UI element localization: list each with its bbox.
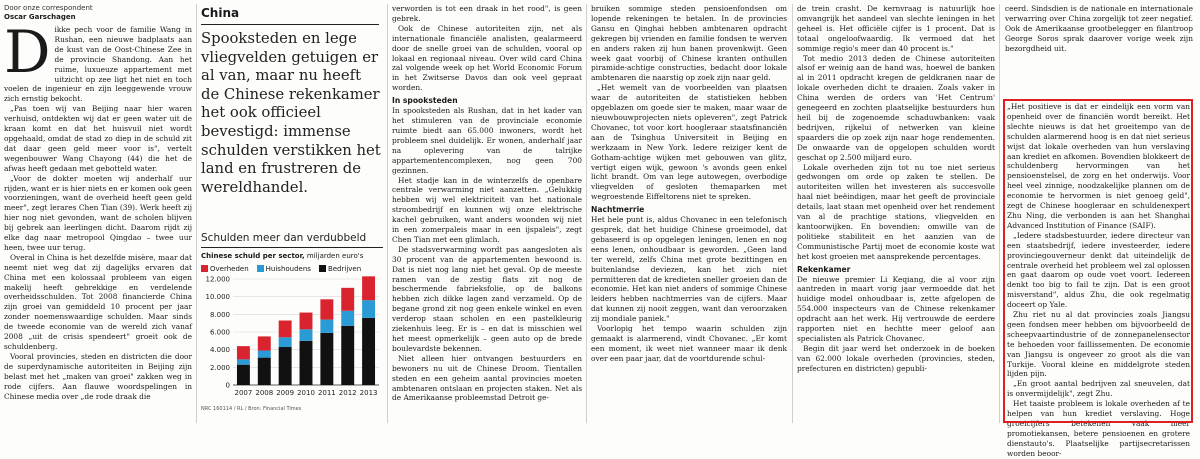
y-tick-label: 10.000: [205, 293, 230, 302]
paragraph: „Iedere stadsbestuurder, iedere directeur van een staatsbedrijf, iedere investeerder, iedere provinciegouverneur denkt dat uiteindelijk de centrale overheid het probleem wel zal oplossen en gaat daarom op oude voet voort. Iedereen denkt too big to fail te zijn. Dat is een groot misverstand", aldus Zhu, die ook regelmatig doceert op Yale.: [1007, 230, 1190, 310]
chart-subtitle: Chinese schuld per sector, miljarden euro's: [201, 252, 364, 260]
highlight-annotation-box: [1003, 99, 1193, 423]
paragraph: „Pas toen wij van Beijing naar hier waren verhuisd, ontdekten wij dat er geen water uit de kraan komt en dat het huisvuil niet wordt opgehaald, omdat de stad zo diep in de schuld zit dat daar geen geld meer voor is", vertelt wegenbouwer Wang Chayong (44) die het de afwas heeft gedaan met gebotteld water.: [4, 104, 192, 173]
bar-chart: [201, 273, 383, 401]
y-tick-label: 0: [225, 381, 230, 390]
legend-item-overheden: Overheden: [201, 265, 249, 273]
paragraph: Het hele punt is, aldus Chovanec in een telefonisch gesprek, dat het huidige Chinese groeimodel, dat gebaseerd is op opgelegen leningen, lenen en nog eens lenen, onhoudbaar is geworden. „Geen land ter wereld, zelfs China met grote bezittingen en buitenlandse deviezen, kan het zich niet permitteren dat de kredieten sneller groeien dan de economie. Het kan niet anders of sommige Chinese leiders hebben nachtmerries van de cijfers. Maar dat kunnen zij nooit zeggen, want dan veroorzaken zij mondiale paniek.": [591, 215, 787, 324]
paragraph: verworden is tot een draak in het rood", is geen gebrek.: [392, 4, 582, 23]
paragraph: ikke pech voor de familie Wang in Rushan, een nieuwe badplaats aan de kust van de Oost-Chinese Zee in de provincie Shandong. Aan het ruime, luxueuze appartement met uitzicht op zee ligt het niet en toch voelen de ingenieur en zijn leeggewende vrouw zich ernstig bekocht.: [4, 25, 192, 104]
legend-item-bedrijven: Bedrijven: [319, 265, 361, 273]
section-title: China: [201, 6, 240, 20]
paragraph: „En groot aantal bedrijven zal sneuvelen, dat is onvermijdelijk", zegt Zhu.: [1007, 379, 1190, 399]
x-tick-label: 2008: [255, 389, 274, 397]
subheading: Nachtmerrie: [591, 205, 645, 215]
column-divider: [387, 4, 388, 423]
bar-segment-overheden: [362, 276, 375, 300]
subheading: In spooksteden: [392, 96, 458, 106]
bar-segment-overheden: [300, 313, 313, 330]
paragraph: ceerd. Sindsdien is de nationale en internationale verwarring over China zorgelijk tot zeer negatief. Ook de Amerikaanse grootbelegger en filantroop George Soros sprak daarover vorige week zijn bezorgdheid uit.: [1005, 4, 1193, 53]
paragraph: „Het wemelt van de voorbeelden van plaatsen waar de autoriteiten de statistieken hebben opgeblazen om goede sier te maken, maar waar de nieuwbouwprojecten niets opleveren", zegt Patrick Chovanec, tot voor kort hoogleraar staatsfinanciën aan de Tsinghua Universiteit in Beijing en werkzaam in New York. Iedere reiziger kent de Gotham-achtige wijken met gebouwen van glitz, vertigt eigen wijk, gewoon 's avonds geen enkel licht brandt. Om van lege autowegen, overbodige vliegvelden of gesloten themaparken met wegroestende Eiffeltorens niet te spreken.: [591, 83, 787, 202]
paragraph: Begin dit jaar werd het onderzoek in de boeken van 62.000 lokale overheden (provincies, steden, prefecturen en districten) gepubli-: [797, 343, 995, 373]
x-tick-label: 2010: [297, 389, 315, 397]
y-tick-label: 6.000: [209, 328, 230, 337]
paragraph: „Het positieve is dat er eindelijk een vorm van openheid over de financiën wordt bereikt. Het slechte nieuws is dat het groeitempo van de schulden alarmerend hoog is en dat niet serieus wijst dat lokale overheden van hun verslaving aan krediet en afkomen. Bovendien blokkeert de schuldenberg hervormingen van het pensioenstelsel, de zorg en het onderwijs. Voor heel veel zinnige, noodzakelijke plannen om de economie te hervormen is niet genoeg geld", zegt de Chinese hoogleraar en schuldenexpert Zhu Ning, die verbonden is aan het Shanghai Advanced Institution of Finance (SAIF).: [1007, 102, 1190, 230]
bar-segment-bedrijven: [258, 358, 271, 385]
article-column-4: [591, 4, 787, 423]
bar-segment-huishoudens: [341, 311, 354, 326]
x-tick-label: 2013: [359, 389, 378, 397]
paragraph: De stadsverwarming wordt pas aangesloten als 30 procent van de appartementen bewoond is. Dat is niet nog lang niet het geval. Op de meeste ramen van de zestig flats zit nog de beschermende fabrieksfolie, op de balkons hebben zich dikke lagen zand verzameld. Op de begane grond zit nog geen enkele winkel en even verderop staan scholen en een pastelkleurig ziekenhuis leeg. Er is – en dat is misschien wel het meest opmerkelijk – geen auto op de brede boulevardste bekennen.: [392, 244, 582, 353]
paragraph: In spooksteden als Rushan, dat in het kader van het stimuleren van de provinciale economie ruimte biedt aan 65.000 inwoners, wordt het probleem snel duidelijk. Er wonen, anderhalf jaar na oplevering van de talrijke appartementencomplexen, nog geen 700 gezinnen.: [392, 106, 582, 175]
paragraph: de trein crasht. De kernvraag is natuurlijk hoe omvangrijk het aandeel van slechte leningen in het geheel is. Het officiële cijfer is 1 procent. Dat is totaal ongeloofwaardig. Ik vermoed dat het sommige regio's meer dan 40 procent is.": [797, 4, 995, 53]
x-tick-label: 2007: [234, 389, 253, 397]
paragraph: Ook de Chinese autoriteiten zijn, net als internationale financiële analisten, gealarmeerd door de snelle groei van de schulden, vooral op lokaal en regionaal niveau. Over wild card China zal volgende week op het World Economic Forum in het Zwitserse Davos dan ook veel gepraat worden.: [392, 23, 582, 93]
article-column-6: [1005, 4, 1193, 99]
bar-segment-overheden: [320, 299, 333, 319]
y-tick-label: 2.000: [209, 363, 230, 372]
byline-name: Oscar Garschagen: [4, 13, 76, 21]
paragraph: De nieuwe premier Li Keqiang, die al voor zijn aantreden in maart vorig jaar vermoedde dat het huidige model onhoudbaar is, zette afgelopen de 554.000 inspecteurs van de Chinese rekenkamer opdracht aan het werk. Hij vertrouwde de eerdere rapporten niet en hechtte meer geloof aan specialisten als Patrick Chovanec.: [797, 274, 995, 343]
section-rule: [201, 24, 379, 25]
chart-rule: [201, 247, 383, 248]
bar-segment-huishoudens: [362, 300, 375, 318]
byline-label: Door onze correspondent: [4, 4, 93, 12]
x-tick-label: 2012: [338, 389, 357, 397]
legend-item-huishoudens: Huishoudens: [257, 265, 311, 273]
drop-cap: D: [4, 18, 51, 86]
bar-segment-bedrijven: [300, 341, 313, 385]
bar-segment-huishoudens: [279, 337, 292, 347]
column-divider: [999, 4, 1000, 423]
bar-segment-overheden: [237, 346, 250, 359]
paragraph: Voorlopig het tempo waarin schulden zijn gemaakt is alarmerend, vindt Chovanec. „Er komt een moment, ik weet niet wanneer maar ik denk over een paar jaar, dat de voortdurende schul-: [591, 324, 787, 363]
bar-segment-overheden: [258, 336, 271, 350]
paragraph: Tot medio 2013 deden de Chinese autoriteiten alsof er weinig aan de hand was, hoewel de banken al in 2011 opdracht kregen de geldkranen naar de lokale overheden dicht te draaien. Zoals vaker in China werden de orders van 'Het Centrum' genegeerd en zochten plaatselijke bestuurders hun heil bij de zogenoemde schaduwbanken: vaak bedrijven, rijkelui of netwerken van kleine spaarders die op zoek zijn naar hoge rendementen. De onwaarde van de opgelopen schulden wordt geschat op 2.500 miljard euro.: [797, 53, 995, 162]
bar-segment-bedrijven: [320, 333, 333, 385]
chart-credit: NRC 160114 / RL / Bron: Financial Times: [201, 406, 302, 412]
bar-segment-overheden: [341, 288, 354, 311]
y-tick-label: 12.000: [205, 275, 230, 284]
x-tick-label: 2011: [317, 389, 336, 397]
bar-segment-bedrijven: [341, 326, 354, 385]
paragraph: Zhu riet nu al dat provincies zoals Jiangsu geen fondsen meer hebben om bijvoorbeeld de scheepvaartindustrie of de zonnepanelensector te behoeden voor faillissementen. De economie van Jiangsu is ongeveer zo groot als die van Turkije. Vooral kleine en middelgrote steden lijden pijn.: [1007, 310, 1190, 379]
paragraph: bruiken sommige steden pensioenfondsen om lopende rekeningen te betalen. In de provincies Gansu en Qinghai hebben ambtenaren opdracht gekregen bij vrienden en familie fondsen te werven en anders raken zij hun banen provenkwijt. Geen week gaat voorbij of Chinese kranten onthullen piramide-achtige constructies, bedacht door lokale ambtenaren die naarstig op zoek zijn naar geld.: [591, 4, 787, 83]
paragraph: Het stadje kan in de winterzelfs de openbare centrale verwarming niet aanzetten. „Gelukkig hebben wij wel elektriciteit van het nationale stroombedrijf en kunnen wij onze elektrische kachel gebruiken, want anders woonden wij niet in een zomerpaleis maar in een ijspaleis", zegt Chen Tian met een glimlach.: [392, 175, 582, 244]
bar-segment-huishoudens: [237, 359, 250, 364]
column-divider: [792, 4, 793, 423]
paragraph: Lokale overheden zijn tot nu toe niet serieus gedwongen om orde op zaken te stellen. De autoriteiten willen het investeren als succesvolle haal niet beëindigen, maar het geeft de provinciale details, laat staan met openheid over het rendement van al de prachtige stations, vliegvelden en kantoorwijken. En bovendien: omwille van de politieke stabiliteit en het aanzien van de Communistische Partij moet de economie koste wat het kost groeien met aansprekende percentages.: [797, 162, 995, 261]
article-column-5: [797, 4, 995, 423]
x-tick-label: 2009: [276, 389, 295, 397]
y-tick-label: 4.000: [209, 346, 230, 355]
bar-segment-huishoudens: [300, 329, 313, 340]
paragraph: Overal in China is het dezelfde misère, maar dat neemt niet weg dat zij dagelijks ervaren dat China met een kolossaal probleem van eigen makelij heeft gebrekkige en verdelende overheidsschulden. Tot 2008 financierde China zijn groei van gemiddeld 10 procent per jaar zonder noemenswaardige schulden. Maar sinds de tweede economie van de wereld zich vanaf 2008 „uit de crisis spendeert" groeit ook de schuldenberg.: [4, 252, 192, 351]
chart: [201, 232, 383, 422]
bar-segment-bedrijven: [279, 347, 292, 385]
bar-segment-bedrijven: [237, 365, 250, 385]
y-tick-label: 8.000: [209, 310, 230, 319]
column-divider: [586, 4, 587, 423]
bar-segment-overheden: [279, 321, 292, 338]
paragraph: Niet alleen hier ontvangen bestuurders en bewoners nu uit de Chinese Droom. Tientallen steden en een geheim aantal provincies moeten ambtenaren ontslaan en projecten staken. Net als de Amerikaanse probleemstad Detroit ge-: [392, 353, 582, 403]
subheading: Rekenkamer: [797, 264, 851, 274]
lede: Spooksteden en lege vliegvelden getuigen er al van, maar nu heeft de Chinese rekenkamer het ook officieel bevestigd: immense schulden verstikken het land en frustreren de wereldhandel.: [201, 30, 381, 196]
paragraph: „Voor de dokter moeten wij anderhalf uur rijden, want er is hier niets en er komen ook geen voorzieningen, want de overheid heeft geen geld meer", zegt lerares Chen Tian (39). Werk heeft zij hier nog niet gevonden, want de scholen blijven bij gebrek aan leerlingen dicht. Daarom rijdt zij elke dag naar metropool Qingdao – twee uur heen, twee uur terug.: [4, 173, 192, 252]
column-divider: [196, 4, 197, 423]
chart-title: Schulden meer dan verdubbeld: [201, 232, 367, 244]
article-column-3: [392, 4, 582, 423]
chart-legend: [201, 265, 383, 273]
article-column-1: [4, 4, 192, 423]
bar-segment-huishoudens: [320, 320, 333, 333]
paragraph: Het taaiste probleem is lokale overheden af te helpen van hun krediet verslaving. Hoge groeicijfers betekenen vaak meer promotiekansen, betere pensioenen en grotere dienstauto's. Plaatselijke partijsecretarissen worden beoor-: [1007, 399, 1190, 458]
bar-segment-bedrijven: [362, 318, 375, 385]
paragraph: Vooral provincies, steden en districten die door de superdynamische autoriteiten in Beijing zijn belast met het „maken van groei" zakken weg in rode cijfers. Aan flauwe woordspelingen in Chinese media over „de rode draak die: [4, 351, 192, 401]
bar-segment-huishoudens: [258, 351, 271, 358]
